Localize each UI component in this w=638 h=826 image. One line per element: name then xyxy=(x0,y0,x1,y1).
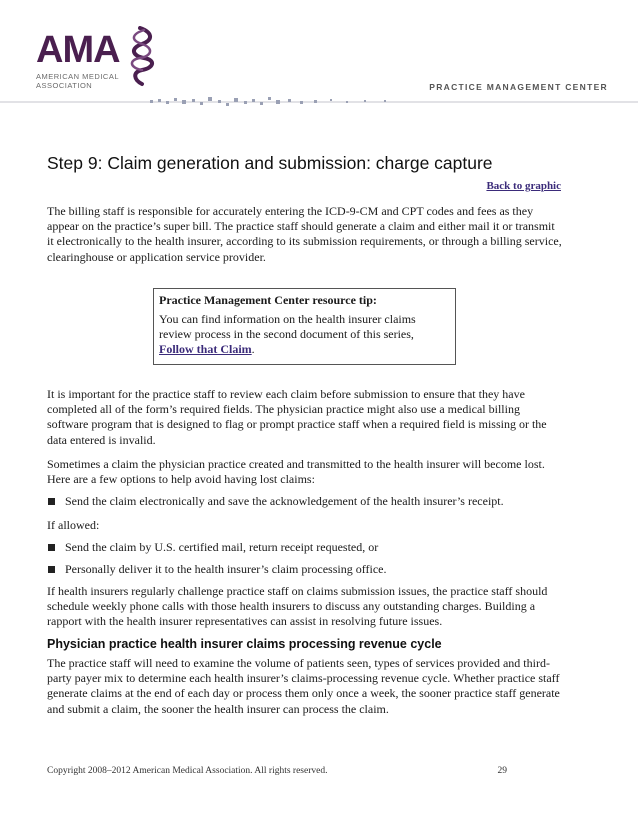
paragraph-revenue-cycle: The practice staff will need to examine the volume of patients seen, types of services provided and third-party payer mix to determine each health insurer’s claims-processing revenue cycle. Whether practice staff generate claims at the end of each day or process them only once a week, the sooner practice staff generate and submit a claim, the sooner the health insurer can process the claim. xyxy=(47,656,560,716)
tip-body-text: You can find information on the health insurer claims review process in the second document of this series, xyxy=(159,312,416,342)
main-content xyxy=(47,152,563,716)
page-title: Step 9: Claim generation and submission: charge capture xyxy=(47,153,493,173)
section-subheading: Physician practice health insurer claims processing revenue cycle xyxy=(47,637,442,651)
back-to-graphic-link[interactable]: Back to graphic xyxy=(486,180,561,192)
caduceus-icon xyxy=(122,26,162,88)
tip-end: . xyxy=(251,342,255,357)
follow-that-claim-link[interactable]: Follow that Claim xyxy=(159,342,252,357)
bullet-square-icon xyxy=(48,544,55,551)
logo-text: AMA xyxy=(36,29,120,71)
tip-title: Practice Management Center resource tip: xyxy=(159,293,377,307)
page-number: 29 xyxy=(497,766,507,776)
paragraph-billing-staff: The billing staff is responsible for accurately entering the ICD-9-CM and CPT codes and fees as they appear on the practice’s super bill. The practice staff should generate a claim and either mail it or transmit it electronically to the health insurer, according to its submission requirements, or through a billing service, clearinghouse or application service provider. xyxy=(47,204,562,264)
logo-line-1: AMERICAN MEDICAL xyxy=(36,72,120,81)
page-header xyxy=(0,0,638,126)
bullet-square-icon xyxy=(48,566,55,573)
logo-line-2: ASSOCIATION xyxy=(36,81,93,90)
bullet-text: Send the claim by U.S. certified mail, return receipt requested, or xyxy=(65,540,379,554)
paragraph-review-claims: It is important for the practice staff to review each claim before submission to ensure that they have completed all of the form’s required fields. The physician practice might also use a medical billing software program that is designed to flag or prompt practice staff when a required field is missing or the data entered is invalid. xyxy=(47,387,547,447)
list-item xyxy=(47,540,378,555)
list-item xyxy=(47,494,504,509)
bullet-text: Send the claim electronically and save the acknowledgement of the health insurer’s receipt. xyxy=(65,494,504,508)
list-item xyxy=(47,562,386,577)
copyright-text: Copyright 2008–2012 American Medical Association. All rights reserved. xyxy=(47,766,328,776)
resource-tip-box xyxy=(153,288,456,365)
practice-management-center-label: PRACTICE MANAGEMENT CENTER xyxy=(429,82,608,92)
if-allowed-text: If allowed: xyxy=(47,518,100,532)
header-decor-band xyxy=(0,90,638,114)
paragraph-phone-calls: If health insurers regularly challenge practice staff on claims submission issues, the practice staff should schedule weekly phone calls with those health insurers to discuss any outstanding charges. Building a rapport with the health insurer representatives can assist in resolving future issues. xyxy=(47,584,548,629)
bullet-text: Personally deliver it to the health insurer’s claim processing office. xyxy=(65,562,387,576)
bullet-square-icon xyxy=(48,498,55,505)
ama-logo xyxy=(36,30,166,90)
paragraph-lost-claims: Sometimes a claim the physician practice created and transmitted to the health insurer will become lost. Here are a few options to help avoid having lost claims: xyxy=(47,457,545,487)
page-footer xyxy=(47,766,507,776)
tip-body xyxy=(159,312,451,358)
decor-dots-icon xyxy=(150,94,410,110)
